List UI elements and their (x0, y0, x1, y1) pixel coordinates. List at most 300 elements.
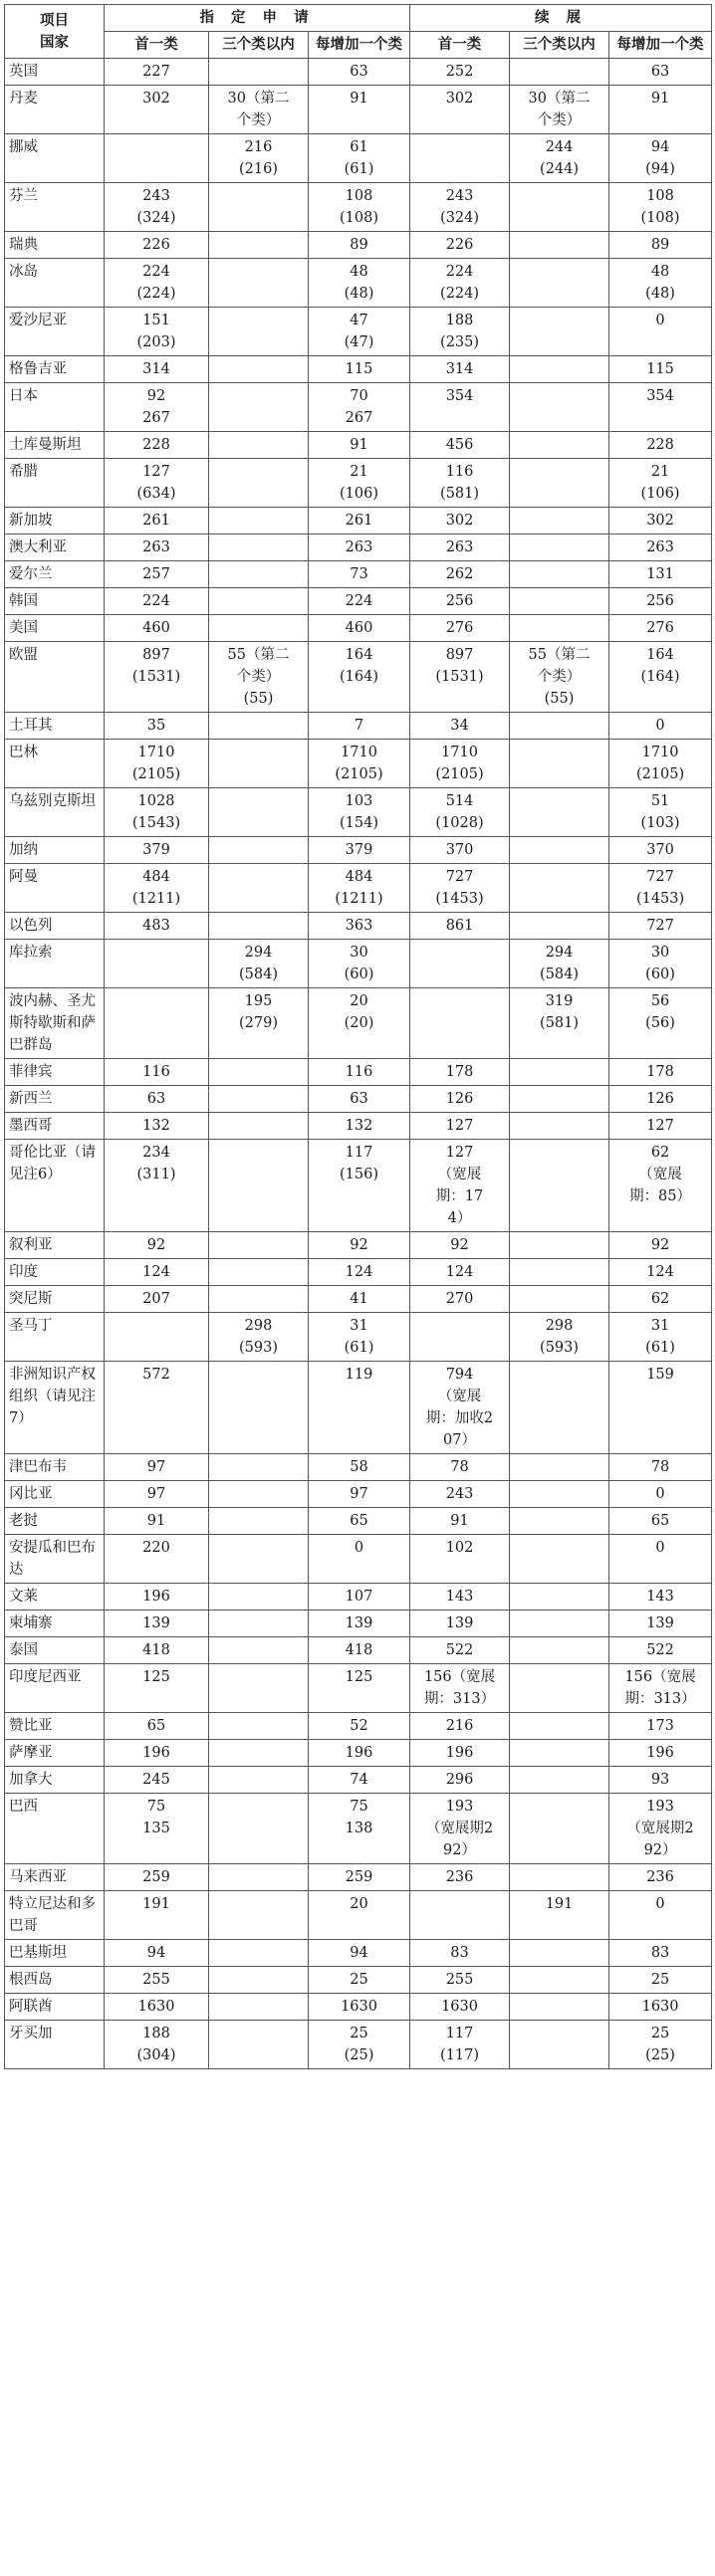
designation-first-class-cell (105, 1584, 209, 1610)
fee-value: (584) (239, 966, 278, 982)
designation-within-three-cell (209, 356, 309, 383)
renewal-within-three-cell (510, 1610, 609, 1637)
fee-value: 143 (445, 1589, 474, 1605)
fee-value: 263 (646, 539, 674, 555)
country-cell: 巴林 (5, 740, 105, 788)
designation-first-class-cell (105, 1767, 209, 1794)
designation-first-class-cell (105, 1481, 209, 1508)
fee-value: 78 (450, 1459, 469, 1475)
renewal-within-three-cell (510, 1481, 609, 1508)
fee-value: 25 (350, 1972, 368, 1988)
fee-value: 7 (354, 718, 364, 734)
fee-value: 276 (445, 620, 474, 636)
country-cell: 澳大利亚 (5, 535, 105, 561)
fee-value: 245 (142, 1772, 170, 1788)
designation-within-three-cell (209, 1535, 309, 1584)
renewal-first-class-cell (410, 59, 510, 86)
country-cell: 阿联酋 (5, 1994, 105, 2021)
designation-each-additional-cell (309, 864, 410, 913)
renewal-each-additional-cell (609, 1286, 712, 1313)
fee-value: 期：加收2 (425, 1410, 494, 1426)
designation-each-additional-cell (309, 1767, 410, 1794)
table-row (5, 535, 712, 561)
renewal-first-class-cell (410, 788, 510, 837)
fee-value: 244 (545, 139, 574, 155)
designation-first-class-cell (105, 134, 209, 183)
country-cell: 土耳其 (5, 713, 105, 740)
designation-each-additional-cell (309, 356, 410, 383)
renewal-each-additional-cell (609, 788, 712, 837)
renewal-each-additional-cell (609, 259, 712, 308)
renewal-each-additional-cell (609, 1891, 712, 1940)
designation-within-three-cell (209, 1313, 309, 1362)
table-row (5, 1086, 712, 1113)
fee-value: 62 (650, 1145, 670, 1161)
designation-within-three-cell (209, 1481, 309, 1508)
renewal-first-class-cell (410, 383, 510, 432)
renewal-each-additional-cell (609, 1454, 712, 1481)
renewal-first-class-cell (410, 1994, 510, 2021)
fee-value: (235) (440, 334, 480, 350)
renewal-each-additional-cell (609, 59, 712, 86)
designation-within-three-cell (209, 1664, 309, 1713)
designation-within-three-cell (209, 1362, 309, 1454)
fee-value: 93 (650, 1772, 670, 1788)
fee-value: 522 (646, 1642, 674, 1658)
designation-within-three-cell (209, 1059, 309, 1086)
designation-each-additional-cell (309, 740, 410, 788)
fee-value: (48) (344, 286, 374, 302)
designation-each-additional-cell (309, 588, 410, 615)
fee-value: 25 (650, 2026, 670, 2041)
country-cell: 特立尼达和多巴哥 (5, 1891, 105, 1940)
fee-value: (117) (440, 2047, 480, 2063)
designation-each-additional-cell (309, 561, 410, 588)
fee-value: (1543) (131, 815, 181, 831)
fee-value: 727 (646, 918, 674, 934)
designation-each-additional-cell (309, 988, 410, 1059)
renewal-within-three-cell (510, 1740, 609, 1767)
table-row (5, 1610, 712, 1637)
table-row (5, 1454, 712, 1481)
fee-value: 92 (650, 1237, 670, 1253)
fee-value: 193 (646, 1799, 674, 1815)
country-cell: 安提瓜和巴布达 (5, 1535, 105, 1584)
designation-each-additional-cell (309, 232, 410, 259)
fee-value: (634) (136, 486, 176, 502)
fee-value: 224 (142, 593, 170, 609)
fee-value: 115 (646, 361, 674, 377)
renewal-within-three-cell (510, 86, 609, 134)
fee-value: 302 (646, 513, 674, 529)
renewal-first-class-cell (410, 1713, 510, 1740)
designation-within-three-cell (209, 1140, 309, 1232)
fee-value: 117 (445, 2026, 474, 2041)
table-row (5, 1967, 712, 1994)
table-row (5, 59, 712, 86)
renewal-within-three-cell (510, 59, 609, 86)
table-row (5, 1740, 712, 1767)
table-row (5, 788, 712, 837)
fee-value: 116 (142, 1064, 170, 1080)
designation-each-additional-cell (309, 1535, 410, 1584)
country-cell: 日本 (5, 383, 105, 432)
fee-value: 132 (142, 1118, 170, 1134)
country-cell: 乌兹别克斯坦 (5, 788, 105, 837)
fee-value: 224 (345, 593, 373, 609)
renewal-each-additional-cell (609, 913, 712, 940)
fee-value: (48) (645, 286, 675, 302)
renewal-each-additional-cell (609, 1362, 712, 1454)
country-cell: 柬埔寨 (5, 1610, 105, 1637)
fee-value: 125 (345, 1669, 373, 1685)
renewal-within-three-cell (510, 508, 609, 535)
fee-value: 63 (350, 1091, 368, 1107)
designation-each-additional-cell (309, 1140, 410, 1232)
designation-first-class-cell (105, 86, 209, 134)
fee-value: 207 (142, 1291, 170, 1307)
renewal-each-additional-cell (609, 535, 712, 561)
fee-value: (61) (344, 161, 374, 177)
designation-each-additional-cell (309, 642, 410, 713)
designation-within-three-cell (209, 1891, 309, 1940)
fee-value: 196 (445, 1745, 474, 1761)
fee-value: 243 (445, 1486, 474, 1502)
fee-value: (2105) (635, 766, 685, 782)
designation-within-three-cell (209, 1967, 309, 1994)
renewal-within-three-cell (510, 913, 609, 940)
header-row-columns (5, 32, 712, 59)
designation-first-class-cell (105, 1637, 209, 1664)
renewal-within-three-cell (510, 788, 609, 837)
designation-within-three-cell (209, 508, 309, 535)
fee-value: 0 (655, 718, 665, 734)
fee-value: (216) (239, 161, 278, 177)
renewal-each-additional-cell (609, 615, 712, 642)
country-cell: 波内赫、圣尤斯特歇斯和萨巴群岛 (5, 988, 105, 1059)
fee-value: (60) (344, 966, 374, 982)
country-cell: 津巴布韦 (5, 1454, 105, 1481)
renewal-first-class-cell (410, 837, 510, 864)
designation-each-additional-header: 每增加一个类 (309, 32, 410, 59)
designation-within-three-cell (209, 383, 309, 432)
fee-value: 4） (447, 1210, 472, 1226)
fee-value: 个类） (236, 669, 281, 685)
renewal-first-class-cell (410, 1313, 510, 1362)
designation-within-three-cell (209, 913, 309, 940)
table-row (5, 356, 712, 383)
designation-first-class-cell (105, 432, 209, 459)
fee-value: (2105) (335, 766, 383, 782)
designation-within-three-cell (209, 988, 309, 1059)
fee-value: 127 (445, 1145, 474, 1161)
designation-first-class-header: 首一类 (105, 32, 209, 59)
designation-within-three-cell (209, 1794, 309, 1864)
renewal-within-three-cell (510, 1454, 609, 1481)
designation-within-three-cell (209, 1610, 309, 1637)
fee-value: 0 (354, 1540, 364, 1556)
renewal-first-class-cell (410, 1891, 510, 1940)
table-row (5, 913, 712, 940)
table-row (5, 1994, 712, 2021)
fee-value: (224) (136, 286, 176, 302)
renewal-first-class-cell (410, 508, 510, 535)
fee-value: (47) (344, 334, 374, 350)
renewal-first-class-cell (410, 459, 510, 508)
fee-value: 63 (146, 1091, 166, 1107)
fee-value: 31 (650, 1318, 670, 1334)
designation-each-additional-cell (309, 1967, 410, 1994)
fee-value: 196 (142, 1745, 170, 1761)
fee-value: 727 (646, 869, 674, 885)
fee-value: 255 (445, 1972, 474, 1988)
renewal-each-additional-cell (609, 713, 712, 740)
renewal-each-additional-cell (609, 1767, 712, 1794)
fee-value: (25) (645, 2047, 675, 2063)
designation-within-three-cell (209, 615, 309, 642)
fee-value: 456 (445, 437, 474, 453)
fee-value: 256 (445, 593, 474, 609)
renewal-first-class-cell (410, 535, 510, 561)
renewal-each-additional-cell (609, 1232, 712, 1259)
fee-value: 370 (445, 842, 474, 858)
designation-within-three-cell (209, 1584, 309, 1610)
fee-value: (1453) (635, 891, 685, 907)
country-cell: 哥伦比亚（请见注6） (5, 1140, 105, 1232)
fee-value: 1630 (341, 1999, 377, 2015)
fee-value: 164 (646, 647, 674, 663)
country-cell: 巴基斯坦 (5, 1940, 105, 1967)
renewal-within-three-cell (510, 1535, 609, 1584)
designation-each-additional-cell (309, 1313, 410, 1362)
fee-value: 91 (450, 1513, 469, 1529)
designation-each-additional-cell (309, 432, 410, 459)
designation-each-additional-cell (309, 508, 410, 535)
designation-within-three-cell (209, 535, 309, 561)
renewal-within-three-cell (510, 988, 609, 1059)
fee-value: 224 (445, 264, 474, 280)
table-row (5, 459, 712, 508)
fee-value: 261 (142, 513, 170, 529)
renewal-first-class-cell (410, 1637, 510, 1664)
renewal-each-additional-cell (609, 837, 712, 864)
table-row (5, 1286, 712, 1313)
fee-value: (324) (440, 210, 480, 226)
designation-within-three-cell (209, 1232, 309, 1259)
designation-first-class-cell (105, 1286, 209, 1313)
fee-value: 270 (445, 1291, 474, 1307)
fee-value: (224) (440, 286, 480, 302)
renewal-first-class-cell (410, 1259, 510, 1286)
fee-value: 572 (142, 1367, 170, 1383)
renewal-within-three-cell (510, 615, 609, 642)
fee-value: (1453) (435, 891, 484, 907)
table-row (5, 1713, 712, 1740)
renewal-within-three-cell (510, 1059, 609, 1086)
fee-value: 期：17 (435, 1188, 484, 1204)
renewal-within-three-cell (510, 356, 609, 383)
fee-value: 243 (445, 188, 474, 204)
fee-value: 363 (345, 918, 373, 934)
renewal-within-three-cell (510, 432, 609, 459)
designation-first-class-cell (105, 308, 209, 356)
fee-value: 228 (646, 437, 674, 453)
designation-within-three-cell (209, 308, 309, 356)
fee-value: 243 (142, 188, 170, 204)
fee-value: 132 (345, 1118, 373, 1134)
renewal-within-three-cell (510, 1232, 609, 1259)
fee-table-body (5, 59, 712, 2069)
country-cell: 非洲知识产权组织（请见注7） (5, 1362, 105, 1454)
renewal-within-three-cell (510, 1713, 609, 1740)
country-cell: 希腊 (5, 459, 105, 508)
country-cell: 赞比亚 (5, 1713, 105, 1740)
designation-first-class-cell (105, 1864, 209, 1891)
fee-value: 1028 (137, 793, 175, 809)
renewal-first-class-cell (410, 308, 510, 356)
designation-first-class-cell (105, 913, 209, 940)
designation-first-class-cell (105, 940, 209, 988)
designation-each-additional-cell (309, 308, 410, 356)
fee-value: 20 (350, 1896, 368, 1912)
renewal-within-three-cell (510, 134, 609, 183)
renewal-each-additional-cell (609, 1535, 712, 1584)
designation-within-three-cell (209, 432, 309, 459)
fee-value: (203) (136, 334, 176, 350)
renewal-each-additional-cell (609, 561, 712, 588)
fee-value: 262 (445, 566, 474, 582)
designation-each-additional-cell (309, 1584, 410, 1610)
fee-value: 897 (445, 647, 474, 663)
renewal-each-additional-cell (609, 1967, 712, 1994)
fee-value: 1710 (137, 745, 175, 760)
fee-value: 302 (445, 91, 474, 107)
renewal-within-three-cell (510, 232, 609, 259)
fee-value: 73 (350, 566, 368, 582)
fee-value: 83 (450, 1945, 469, 1961)
fee-value: 252 (445, 64, 474, 80)
fee-value: 0 (655, 1540, 665, 1556)
renewal-each-additional-cell (609, 383, 712, 432)
fee-value: 302 (142, 91, 170, 107)
country-cell: 突尼斯 (5, 1286, 105, 1313)
fee-value: 256 (646, 593, 674, 609)
table-row (5, 1637, 712, 1664)
fee-value: 58 (350, 1459, 368, 1475)
designation-each-additional-cell (309, 913, 410, 940)
renewal-first-class-cell (410, 740, 510, 788)
fee-value: 94 (146, 1945, 166, 1961)
renewal-first-class-cell (410, 642, 510, 713)
fee-value: 116 (445, 464, 474, 480)
fee-value: 418 (142, 1642, 170, 1658)
country-cell: 加纳 (5, 837, 105, 864)
fee-value: (55) (243, 691, 274, 707)
renewal-first-class-cell (410, 913, 510, 940)
fee-value: （宽展 (437, 1389, 482, 1404)
fee-value: 139 (142, 1615, 170, 1631)
fee-value: 522 (445, 1642, 474, 1658)
fee-value: (61) (645, 1340, 675, 1356)
renewal-within-three-cell (510, 1362, 609, 1454)
renewal-within-three-cell (510, 1086, 609, 1113)
table-row (5, 1864, 712, 1891)
fee-value: 74 (350, 1772, 368, 1788)
fee-value: 124 (445, 1264, 474, 1280)
table-row (5, 1891, 712, 1940)
fee-value: 131 (646, 566, 674, 582)
fee-value: 期：313） (624, 1691, 696, 1707)
table-row (5, 1059, 712, 1086)
designation-each-additional-cell (309, 1232, 410, 1259)
fee-value: 224 (142, 264, 170, 280)
fee-value: (593) (239, 1340, 278, 1356)
fee-value: 236 (646, 1869, 674, 1885)
fee-value: 89 (650, 237, 670, 253)
renewal-within-three-cell (510, 837, 609, 864)
table-row (5, 183, 712, 232)
renewal-each-additional-cell (609, 86, 712, 134)
fee-value: 48 (350, 264, 368, 280)
designation-first-class-cell (105, 1940, 209, 1967)
designation-within-three-cell (209, 259, 309, 308)
renewal-first-class-cell (410, 561, 510, 588)
fee-value: (279) (239, 1015, 278, 1031)
renewal-within-three-cell (510, 1767, 609, 1794)
table-row (5, 1313, 712, 1362)
renewal-each-additional-cell (609, 1259, 712, 1286)
designation-first-class-cell (105, 535, 209, 561)
table-row (5, 713, 712, 740)
renewal-first-class-cell (410, 615, 510, 642)
renewal-first-class-cell (410, 1940, 510, 1967)
fee-value: 55（第二 (528, 647, 591, 663)
designation-each-additional-cell (309, 1113, 410, 1140)
table-row (5, 1940, 712, 1967)
designation-first-class-cell (105, 508, 209, 535)
table-row (5, 837, 712, 864)
designation-within-three-cell (209, 588, 309, 615)
renewal-first-class-cell (410, 134, 510, 183)
header-row-groups (5, 5, 712, 32)
fee-value: 484 (142, 869, 170, 885)
fee-value: 92 (146, 1237, 166, 1253)
designation-within-three-cell (209, 59, 309, 86)
country-cell: 根西岛 (5, 1967, 105, 1994)
fee-value: 25 (650, 1972, 670, 1988)
designation-first-class-cell (105, 1362, 209, 1454)
fee-value: 302 (445, 513, 474, 529)
renewal-each-additional-cell (609, 1140, 712, 1232)
designation-first-class-cell (105, 1610, 209, 1637)
designation-first-class-cell (105, 1086, 209, 1113)
renewal-within-three-cell (510, 1864, 609, 1891)
renewal-within-three-cell (510, 1940, 609, 1967)
table-row (5, 740, 712, 788)
designation-each-additional-cell (309, 1713, 410, 1740)
country-cell: 爱沙尼亚 (5, 308, 105, 356)
designation-within-three-cell (209, 86, 309, 134)
renewal-within-three-cell (510, 1140, 609, 1232)
designation-first-class-cell (105, 1535, 209, 1584)
table-row (5, 615, 712, 642)
renewal-each-additional-cell (609, 988, 712, 1059)
designation-within-three-cell (209, 837, 309, 864)
table-row (5, 940, 712, 988)
table-row (5, 1259, 712, 1286)
renewal-each-additional-cell (609, 232, 712, 259)
designation-first-class-cell (105, 2021, 209, 2069)
